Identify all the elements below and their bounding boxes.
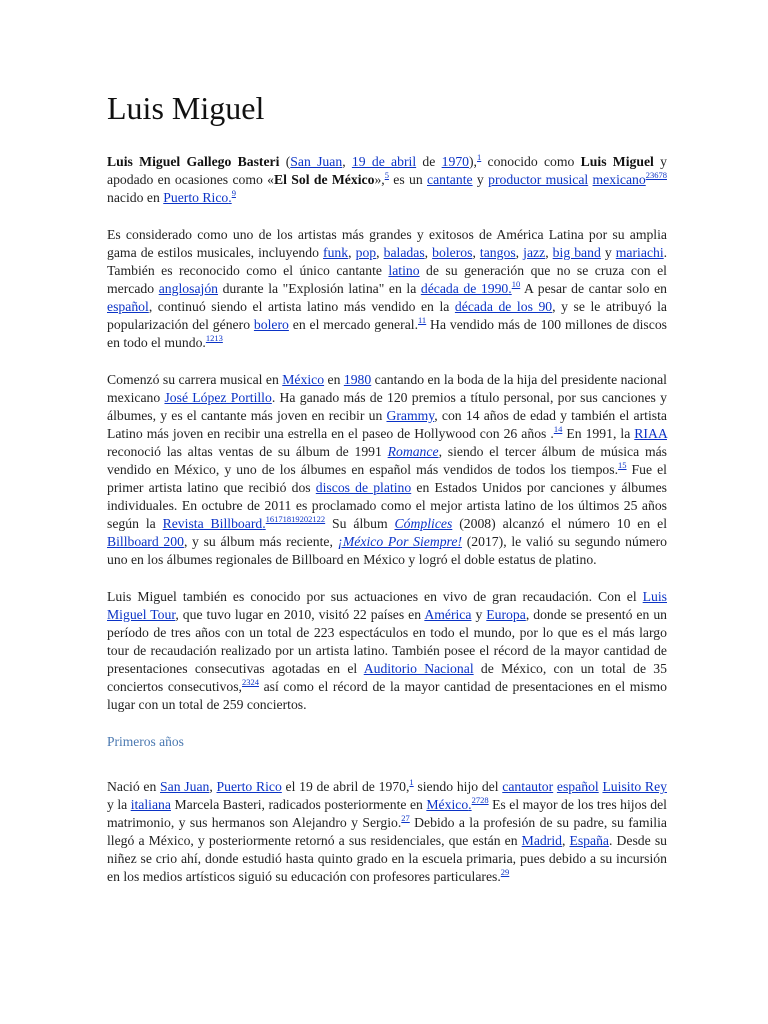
footnote-ref xyxy=(206,333,223,343)
text-run: conocido como xyxy=(481,154,581,169)
text-run: durante la "Explosión latina" en la xyxy=(218,281,421,296)
text-run: , xyxy=(545,245,553,260)
text-run: , donde se presentó en un período de tres años con un total de 223 espectáculos en todo el mundo, por lo que es el más largo tour de recaudación realizado por un artista latino. También posee el récord de la mayor cantidad de presentaciones consecutivas agotadas en el xyxy=(107,607,668,676)
inline-link[interactable]: boleros xyxy=(432,245,473,260)
inline-link[interactable]: 1970 xyxy=(441,154,469,169)
inline-link[interactable]: Luisito Rey xyxy=(602,779,667,794)
text-run: Nació en xyxy=(107,779,161,794)
paragraph xyxy=(107,588,667,714)
footnote-ref-link[interactable]: 5 xyxy=(384,170,389,180)
text-run: , continuó siendo el artista latino más vendido en la xyxy=(148,299,455,314)
footnote-ref-link[interactable]: 1 xyxy=(476,152,482,162)
inline-link[interactable]: jazz xyxy=(523,245,546,260)
inline-link[interactable]: big band xyxy=(552,245,601,260)
inline-link[interactable]: cantante xyxy=(427,172,473,187)
text-run: En 1991, la xyxy=(562,426,635,441)
page-title: Luis Miguel xyxy=(107,90,265,126)
text-run: ), xyxy=(469,154,477,169)
text-run: siendo hijo del xyxy=(413,779,503,794)
inline-link[interactable]: español xyxy=(556,779,599,794)
inline-link[interactable]: Cómplices xyxy=(394,516,453,531)
inline-link[interactable]: pop xyxy=(355,245,377,260)
text-run: , y se le atribuyó la popularización del género xyxy=(107,299,667,332)
paragraph xyxy=(107,371,667,569)
inline-link[interactable]: baladas xyxy=(383,245,425,260)
footnote-ref-link[interactable]: 9 xyxy=(231,188,236,198)
inline-link[interactable]: Auditorio Nacional xyxy=(363,661,474,676)
footnote-ref xyxy=(618,460,627,470)
text-run: de xyxy=(416,154,442,169)
inline-link[interactable]: Europa xyxy=(486,607,526,622)
text-run: . Desde su niñez se crio ahí, donde estudió hasta quinto grado en la escuela primaria, pues debido a su incursión en los medios artísticos siguió su educación con profesores particulares. xyxy=(107,833,667,884)
text-run: Su álbum xyxy=(325,516,395,531)
inline-link[interactable]: ¡México Por Siempre! xyxy=(337,534,463,549)
bold-text: Luis Miguel Gallego Basteri xyxy=(107,154,280,169)
inline-link[interactable]: cantautor xyxy=(502,779,554,794)
inline-link[interactable]: Revista Billboard xyxy=(162,516,263,531)
text-run: , y su álbum más reciente, xyxy=(183,534,338,549)
text-run: Comenzó su carrera musical en xyxy=(107,372,283,387)
footnote-ref xyxy=(472,795,489,805)
inline-link[interactable]: Romance xyxy=(387,444,439,459)
inline-link[interactable]: mariachi xyxy=(615,245,664,260)
text-run: el 19 de abril de 1970, xyxy=(281,779,410,794)
footnote-ref xyxy=(646,170,667,180)
text-run: (2008) alcanzó el número 10 en el xyxy=(452,516,667,531)
text-run: , que tuvo lugar en 2010, visitó 22 países en xyxy=(175,607,425,622)
inline-link[interactable]: . xyxy=(262,516,266,531)
footnote-ref-link[interactable]: 23678 xyxy=(645,170,667,180)
inline-link[interactable]: Grammy xyxy=(386,408,435,423)
text-run: nacido en xyxy=(107,190,164,205)
footnote-ref xyxy=(266,514,326,524)
inline-link[interactable]: productor musical xyxy=(488,172,589,187)
text-run: , xyxy=(472,245,480,260)
text-run: , xyxy=(515,245,524,260)
text-run: en Estados Unidos por canciones y álbumes individuales. En octubre de 2011 es proclamado como el mejor artista latino de los últimos 25 años según la xyxy=(107,480,667,531)
bold-text: El Sol de México xyxy=(274,172,375,187)
inline-link[interactable]: España xyxy=(569,833,610,848)
footnote-ref-link[interactable]: 10 xyxy=(511,279,521,289)
inline-link[interactable]: México xyxy=(282,372,325,387)
text-run: . Ha ganado más de 120 premios a título personal, por sus canciones y álbumes, y es el cantante más joven en recibir un xyxy=(107,390,667,423)
text-run: Debido a la profesión de su padre, su familia llegó a México, y posteriormente retornó a sus residenciales, que están en xyxy=(107,815,667,848)
inline-link[interactable]: español xyxy=(107,299,149,314)
inline-link[interactable]: discos de platino xyxy=(315,480,412,495)
text-run: y xyxy=(471,607,487,622)
early-years-section xyxy=(107,778,667,886)
text-run: , xyxy=(561,833,570,848)
footnote-ref xyxy=(418,315,426,325)
inline-link[interactable]: América xyxy=(424,607,472,622)
inline-link[interactable]: bolero xyxy=(253,317,289,332)
text-run: Ha vendido más de 100 millones de discos en todo el mundo. xyxy=(107,317,667,350)
text-run: cantando en la boda de la hija del presidente nacional mexicano xyxy=(107,372,667,405)
footnote-ref xyxy=(401,813,410,823)
footnote-ref-link[interactable]: 1213 xyxy=(205,333,223,343)
text-run: ( xyxy=(279,154,291,169)
text-run: y la xyxy=(107,797,131,812)
inline-link[interactable]: Luis Miguel Tour xyxy=(107,589,667,622)
inline-link[interactable]: latino xyxy=(388,263,420,278)
text-run: Es considerado como uno de los artistas más grandes y exitosos de América Latina por su amplia gama de estilos musicales, incluyendo xyxy=(107,227,667,260)
text-run: , xyxy=(209,779,217,794)
inline-link[interactable]: San Juan xyxy=(290,154,343,169)
footnote-ref-link[interactable]: 2324 xyxy=(241,677,259,687)
text-run: en xyxy=(324,372,344,387)
text-run: y xyxy=(472,172,489,187)
text-run: es un xyxy=(388,172,427,187)
text-run: y apodado en ocasiones como « xyxy=(107,154,667,187)
paragraph xyxy=(107,778,667,886)
footnote-ref xyxy=(232,188,236,198)
text-run: Es el mayor de los tres hijos del matrimonio, y sus hermanos son Alejandro y Sergio. xyxy=(107,797,667,830)
inline-link[interactable]: San Juan xyxy=(160,779,210,794)
text-run: . También es reconocido como el único cantante xyxy=(107,245,668,278)
footnote-ref-link[interactable]: 11 xyxy=(418,315,427,325)
inline-link[interactable]: década de 1990 xyxy=(420,281,509,296)
paragraph xyxy=(107,153,667,207)
section-heading: Primeros años xyxy=(107,734,184,749)
footnote-ref-link[interactable]: 27 xyxy=(401,813,410,823)
inline-link[interactable]: RIAA xyxy=(634,426,667,441)
footnote-ref-link[interactable]: 1 xyxy=(409,777,414,787)
bold-text: Luis Miguel xyxy=(580,154,654,169)
text-run: A pesar de cantar solo en xyxy=(520,281,667,296)
inline-link[interactable]: 1980 xyxy=(343,372,372,387)
text-run: », xyxy=(374,172,385,187)
article xyxy=(107,88,667,905)
footnote-ref xyxy=(242,677,259,687)
inline-link[interactable]: funk xyxy=(323,245,349,260)
inline-link[interactable]: década de los 90 xyxy=(454,299,553,314)
inline-link[interactable]: México xyxy=(426,797,469,812)
inline-link[interactable]: . xyxy=(468,797,472,812)
text-run: (2017), le valió su segundo número uno en los álbumes regionales de Billboard en México y logró el doble estatus de platino. xyxy=(107,534,667,567)
inline-link[interactable]: italiana xyxy=(130,797,171,812)
text-run: de México, con un total de 35 conciertos consecutivos, xyxy=(107,661,667,694)
footnote-ref-link[interactable]: 14 xyxy=(553,424,563,434)
inline-link[interactable]: Madrid xyxy=(521,833,562,848)
text-run: , xyxy=(376,245,384,260)
footnote-ref xyxy=(512,279,521,289)
text-run: Luis Miguel también es conocido por sus actuaciones en vivo de gran recaudación. Con el xyxy=(107,589,643,604)
text-run: así como el récord de la mayor cantidad de presentaciones en el mismo lugar con un total de 259 conciertos. xyxy=(107,679,667,712)
text-run: , con 14 años de edad y también el artista Latino más joven en recibir una estrella en el paseo de Hollywood con 26 años . xyxy=(107,408,667,441)
text-run: Fue el primer artista latino que recibió dos xyxy=(107,462,667,495)
footnote-ref xyxy=(501,867,510,877)
inline-link[interactable]: Puerto Rico xyxy=(216,779,282,794)
text-run: en el mercado general. xyxy=(288,317,418,332)
paragraph xyxy=(107,226,667,352)
text-run: , siendo el tercer álbum de música más vendido en México, y uno de los álbumes en español más vendidos de todos los tiempos. xyxy=(107,444,667,477)
inline-link[interactable]: Billboard 200 xyxy=(107,534,184,549)
inline-link[interactable]: José López Portillo xyxy=(164,390,272,405)
inline-link[interactable]: . xyxy=(228,190,232,205)
inline-link[interactable]: . xyxy=(508,281,512,296)
intro-section xyxy=(107,153,667,714)
inline-link[interactable]: 19 de abril xyxy=(351,154,417,169)
text-run: , xyxy=(348,245,356,260)
text-run: y xyxy=(600,245,616,260)
footnote-ref-link[interactable]: 2728 xyxy=(471,795,489,805)
inline-link[interactable]: Puerto Rico xyxy=(163,190,229,205)
text-run: , xyxy=(424,245,433,260)
text-run: reconoció las altas ventas de su álbum de 1991 xyxy=(107,444,388,459)
footnote-ref-link[interactable]: 29 xyxy=(500,867,510,877)
text-run: Marcela Basteri, radicados posteriormente en xyxy=(170,797,427,812)
inline-link[interactable]: anglosajón xyxy=(158,281,219,296)
inline-link[interactable]: tangos xyxy=(479,245,516,260)
footnote-ref-link[interactable]: 15 xyxy=(618,460,627,470)
inline-link[interactable]: mexicano xyxy=(592,172,646,187)
text-run: de su generación que no se cruza con el mercado xyxy=(107,263,667,296)
text-run: , xyxy=(342,154,352,169)
footnote-ref-link[interactable]: 16171819202122 xyxy=(265,514,326,524)
